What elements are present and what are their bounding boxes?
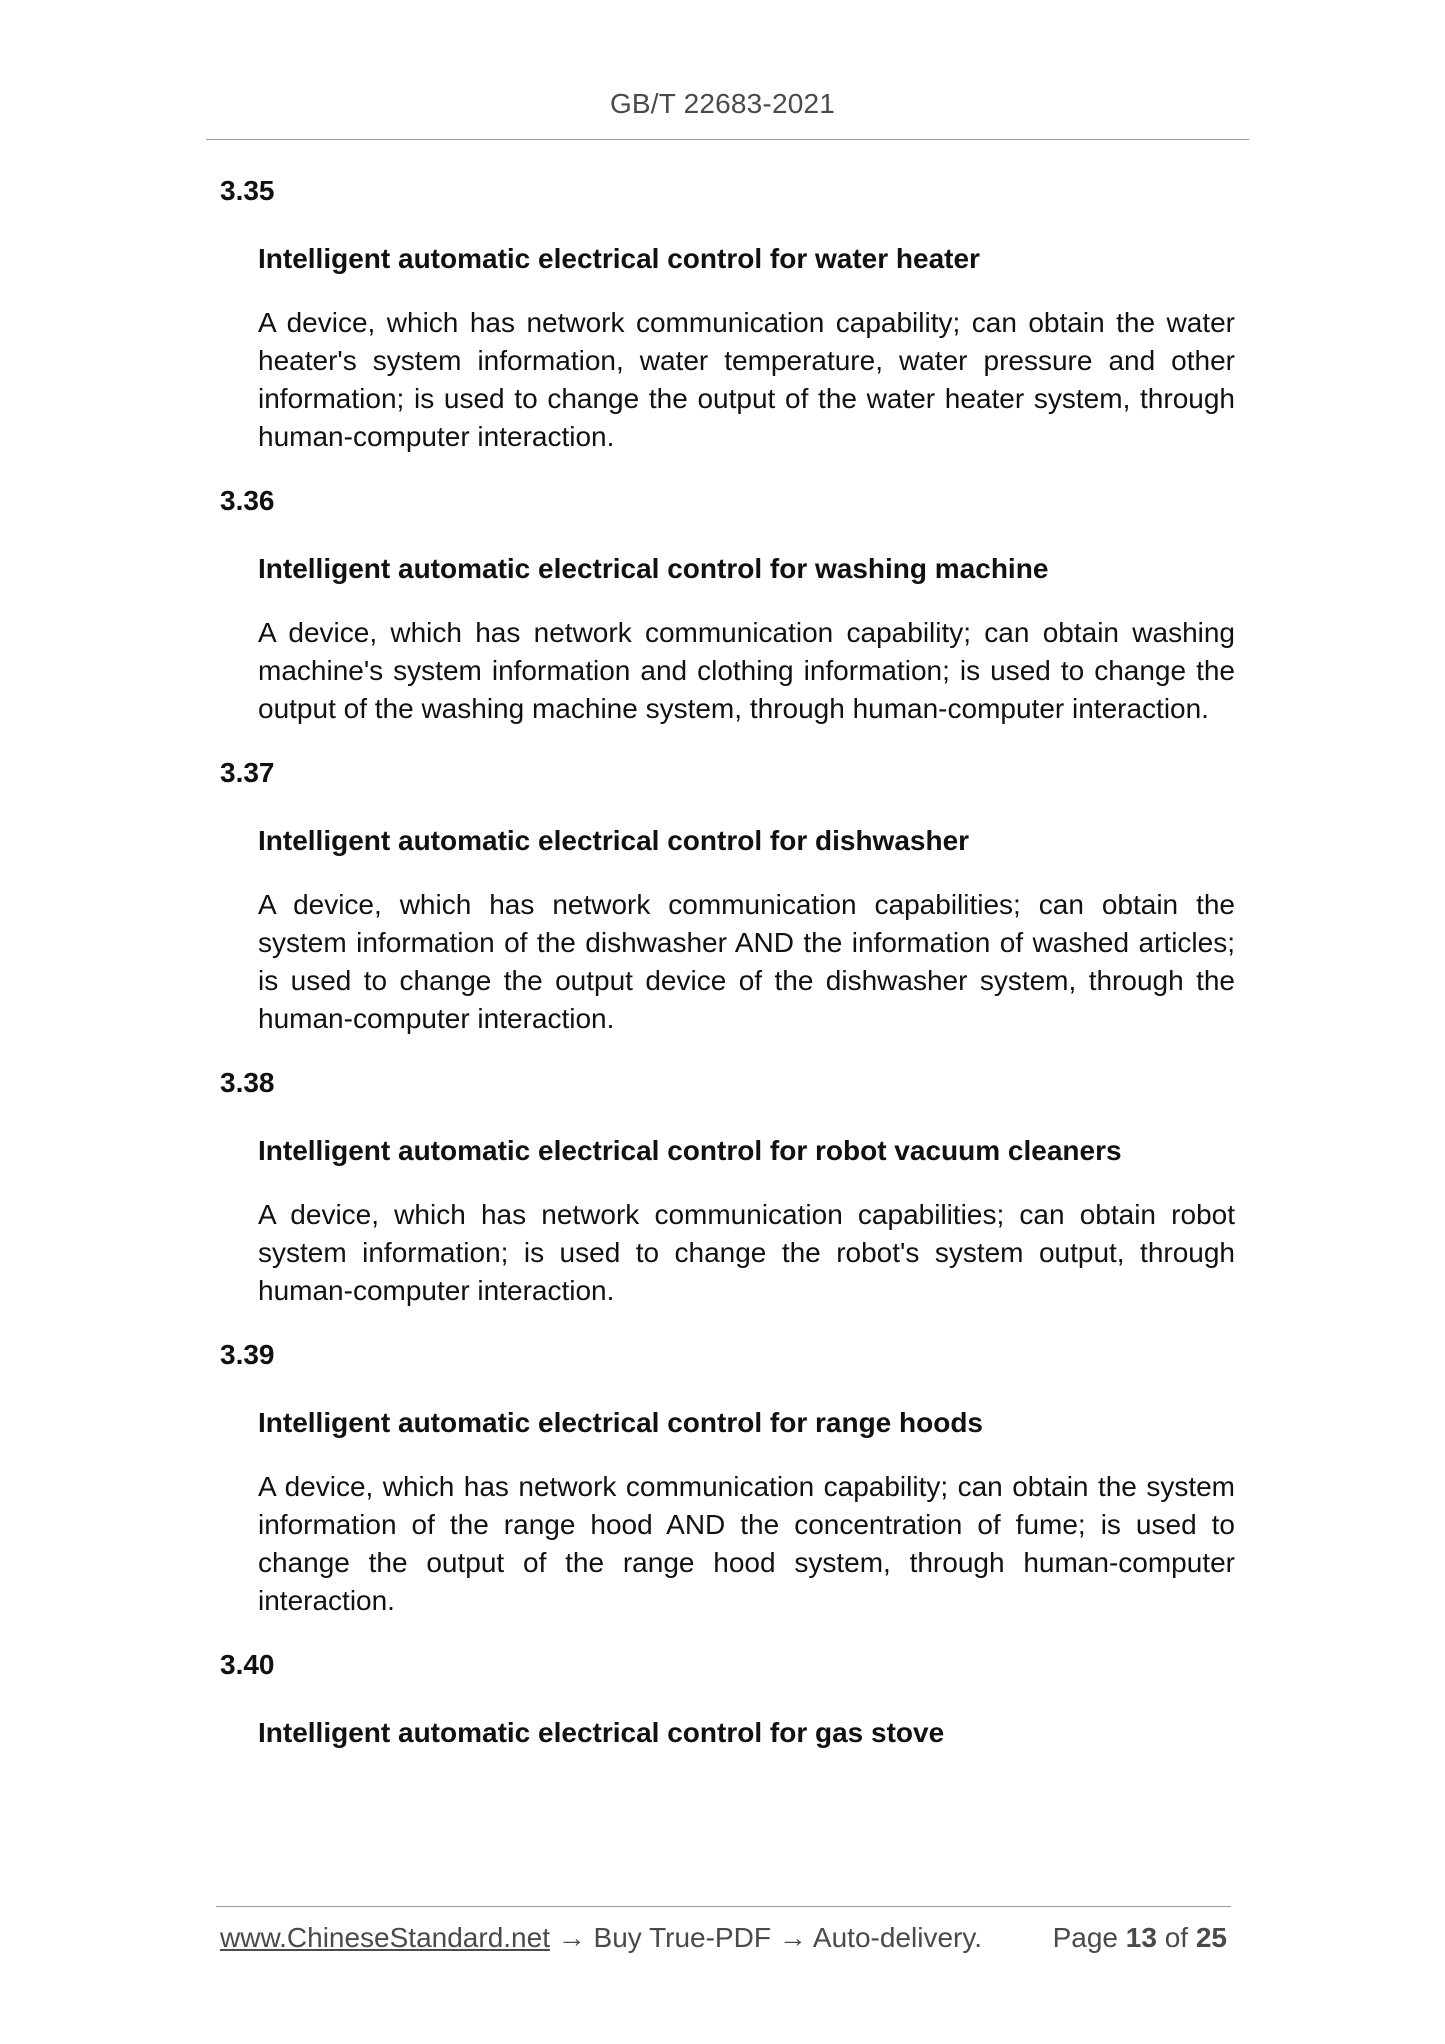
page-label: Page bbox=[1052, 1922, 1118, 1953]
footer-tagline: → Buy True-PDF → Auto-delivery. bbox=[549, 1922, 983, 1953]
term-number: 3.39 bbox=[220, 1339, 275, 1370]
term-title: Intelligent automatic electrical control for range hoods bbox=[258, 1407, 984, 1438]
term-number: 3.36 bbox=[220, 485, 275, 516]
term-entry bbox=[220, 482, 1235, 728]
term-title: Intelligent automatic electrical control for dishwasher bbox=[258, 825, 970, 856]
term-entry bbox=[220, 1646, 1235, 1752]
term-title: Intelligent automatic electrical control for washing machine bbox=[258, 553, 1049, 584]
term-entry bbox=[220, 1064, 1235, 1310]
term-number: 3.40 bbox=[220, 1649, 275, 1680]
term-title: Intelligent automatic electrical control for water heater bbox=[258, 243, 980, 274]
term-title: Intelligent automatic electrical control for gas stove bbox=[258, 1717, 945, 1748]
page-footer bbox=[220, 1922, 1227, 1954]
term-number: 3.37 bbox=[220, 757, 275, 788]
term-entry bbox=[220, 754, 1235, 1038]
page-total: 25 bbox=[1195, 1922, 1227, 1953]
term-entry bbox=[220, 1336, 1235, 1620]
website-link[interactable]: www.ChineseStandard.net bbox=[220, 1922, 550, 1953]
term-number: 3.38 bbox=[220, 1067, 275, 1098]
term-definition: A device, which has network communication capability; can obtain the water heater's system information, water temperature, water pressure and other information; is used to change the output of the water heater system, through human-computer interaction. bbox=[258, 307, 1235, 452]
term-definition: A device, which has network communication capability; can obtain washing machine's system information and clothing information; is used to change the output of the washing machine system, through human-computer interaction. bbox=[258, 617, 1235, 724]
term-definition: A device, which has network communication capabilities; can obtain the system information of the dishwasher AND the information of washed articles; is used to change the output device of the dishwasher system, through the human-computer interaction. bbox=[258, 889, 1235, 1034]
term-definition: A device, which has network communication capability; can obtain the system information of the range hood AND the concentration of fume; is used to change the output of the range hood system, through human-computer interaction. bbox=[258, 1471, 1235, 1616]
page-header: GB/T 22683-2021 bbox=[609, 88, 836, 119]
header-divider bbox=[206, 139, 1249, 140]
footer-left bbox=[220, 1922, 982, 1954]
term-number: 3.35 bbox=[220, 175, 275, 206]
footer-divider bbox=[216, 1906, 1231, 1907]
term-entry bbox=[220, 172, 1235, 456]
term-definition: A device, which has network communication capabilities; can obtain robot system information; is used to change the robot's system output, through human-computer interaction. bbox=[258, 1199, 1235, 1306]
term-title: Intelligent automatic electrical control for robot vacuum cleaners bbox=[258, 1135, 1122, 1166]
of-label: of bbox=[1164, 1922, 1189, 1953]
page-current: 13 bbox=[1125, 1922, 1157, 1953]
page-indicator bbox=[1053, 1922, 1227, 1954]
document-body bbox=[220, 164, 1235, 1778]
